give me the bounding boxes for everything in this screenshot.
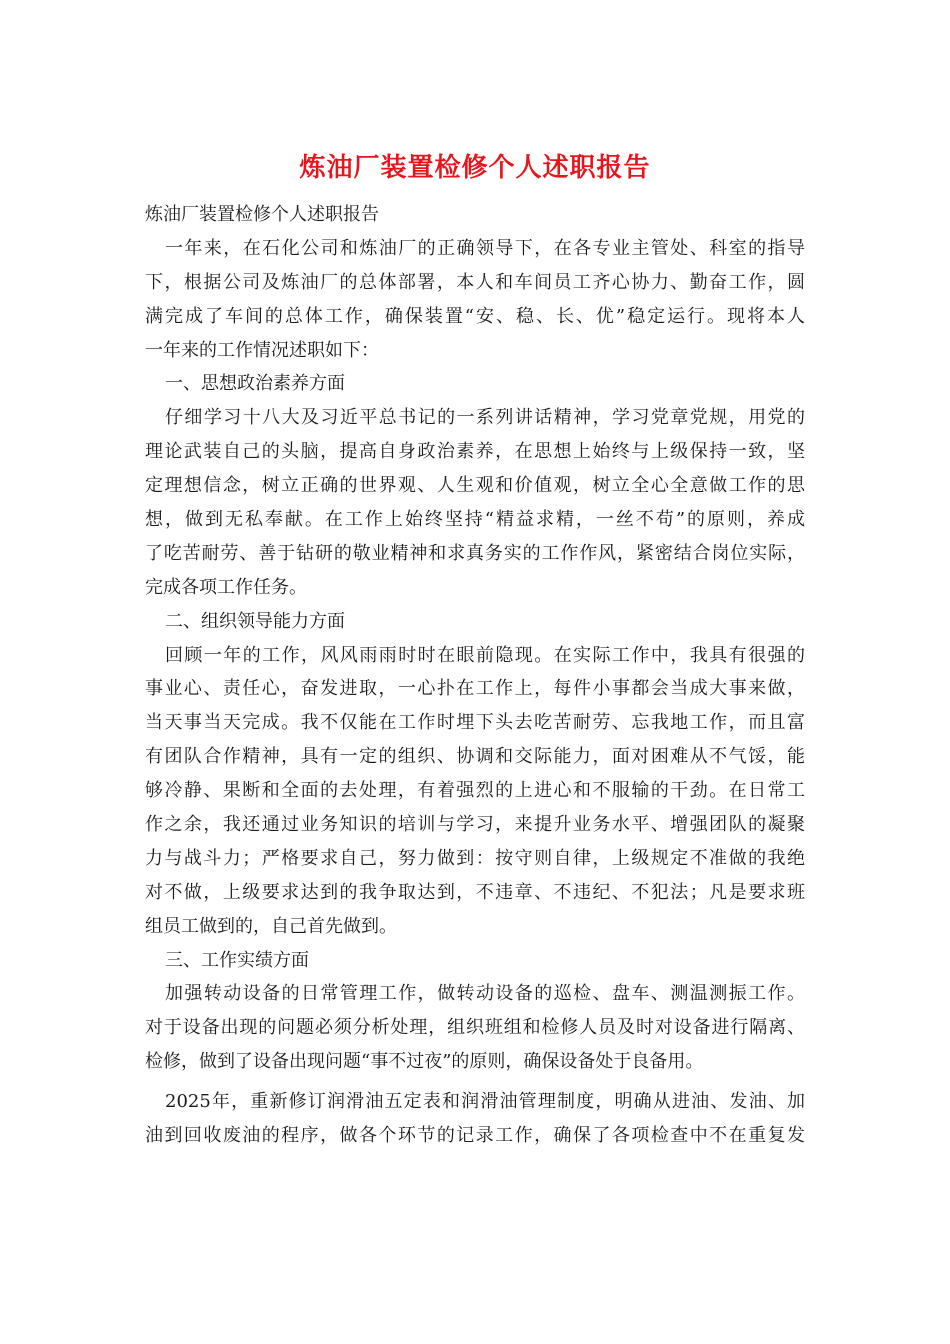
text-line: 加强转动设备的日常管理工作，做转动设备的巡检、盘车、测温测振工作。 [165, 983, 805, 1005]
text-line: 作之余，我还通过业务知识的培训与学习，来提升业务水平、增强团队的凝聚 [145, 814, 805, 836]
text-line: 检修，做到了设备出现问题“事不过夜”的原则，确保设备处于良备用。 [145, 1051, 704, 1073]
text-line: 2025年，重新修订润滑油五定表和润滑油管理制度，明确从进油、发油、加 [165, 1091, 805, 1113]
document-page [145, 150, 805, 1153]
text-line: 组员工做到的，自己首先做到。 [145, 915, 397, 937]
text-line: 三、工作实绩方面 [165, 949, 309, 971]
text-line: 有团队合作精神，具有一定的组织、协调和交际能力，面对困难从不气馁，能 [145, 746, 805, 768]
text-line: 够冷静、果断和全面的去处理，有着强烈的上进心和不服输的干劲。在日常工 [145, 780, 805, 802]
text-line: 一年来，在石化公司和炼油厂的正确领导下，在各专业主管处、科室的指导 [165, 237, 805, 259]
text-line: 对于设备出现的问题必须分析处理，组织班组和检修人员及时对设备进行隔离、 [145, 1017, 805, 1039]
document-title: 炼油厂装置检修个人述职报告 [299, 153, 651, 183]
text-line: 事业心、责任心，奋发进取，一心扑在工作上，每件小事都会当成大事来做， [145, 678, 805, 700]
text-line: 一、思想政治素养方面 [165, 373, 345, 395]
document-body [145, 232, 805, 1153]
text-line: 当天事当天完成。我不仅能在工作时埋下头去吃苦耐劳、忘我地工作，而且富 [145, 712, 805, 734]
text-line: 一年来的工作情况述职如下： [145, 339, 379, 361]
document-subtitle: 炼油厂装置检修个人述职报告 [145, 204, 379, 225]
text-line: 了吃苦耐劳、善于钻研的敬业精神和求真务实的工作作风，紧密结合岗位实际， [145, 542, 805, 564]
text-line: 油到回收废油的程序，做各个环节的记录工作，确保了各项检查中不在重复发 [145, 1125, 805, 1147]
text-line: 定理想信念，树立正确的世界观、人生观和价值观，树立全心全意做工作的思 [145, 475, 805, 497]
text-line: 下，根据公司及炼油厂的总体部署，本人和车间员工齐心协力、勤奋工作，圆 [145, 271, 805, 293]
text-line: 满完成了车间的总体工作，确保装置“安、稳、长、优”稳定运行。现将本人 [145, 305, 805, 327]
text-line: 力与战斗力；严格要求自己，努力做到：按守则自律，上级规定不准做的我绝 [145, 847, 805, 869]
text-line: 完成各项工作任务。 [145, 576, 307, 598]
text-line: 对不做，上级要求达到的我争取达到，不违章、不违纪、不犯法；凡是要求班 [145, 881, 805, 903]
text-line: 理论武装自己的头脑，提高自身政治素养，在思想上始终与上级保持一致，坚 [145, 441, 805, 463]
text-line: 回顾一年的工作，风风雨雨时时在眼前隐现。在实际工作中，我具有很强的 [165, 644, 805, 666]
text-line: 想，做到无私奉献。在工作上始终坚持“精益求精，一丝不苟”的原则，养成 [145, 509, 805, 531]
text-line: 仔细学习十八大及习近平总书记的一系列讲话精神，学习党章党规，用党的 [165, 407, 805, 429]
text-line: 二、组织领导能力方面 [165, 610, 345, 632]
